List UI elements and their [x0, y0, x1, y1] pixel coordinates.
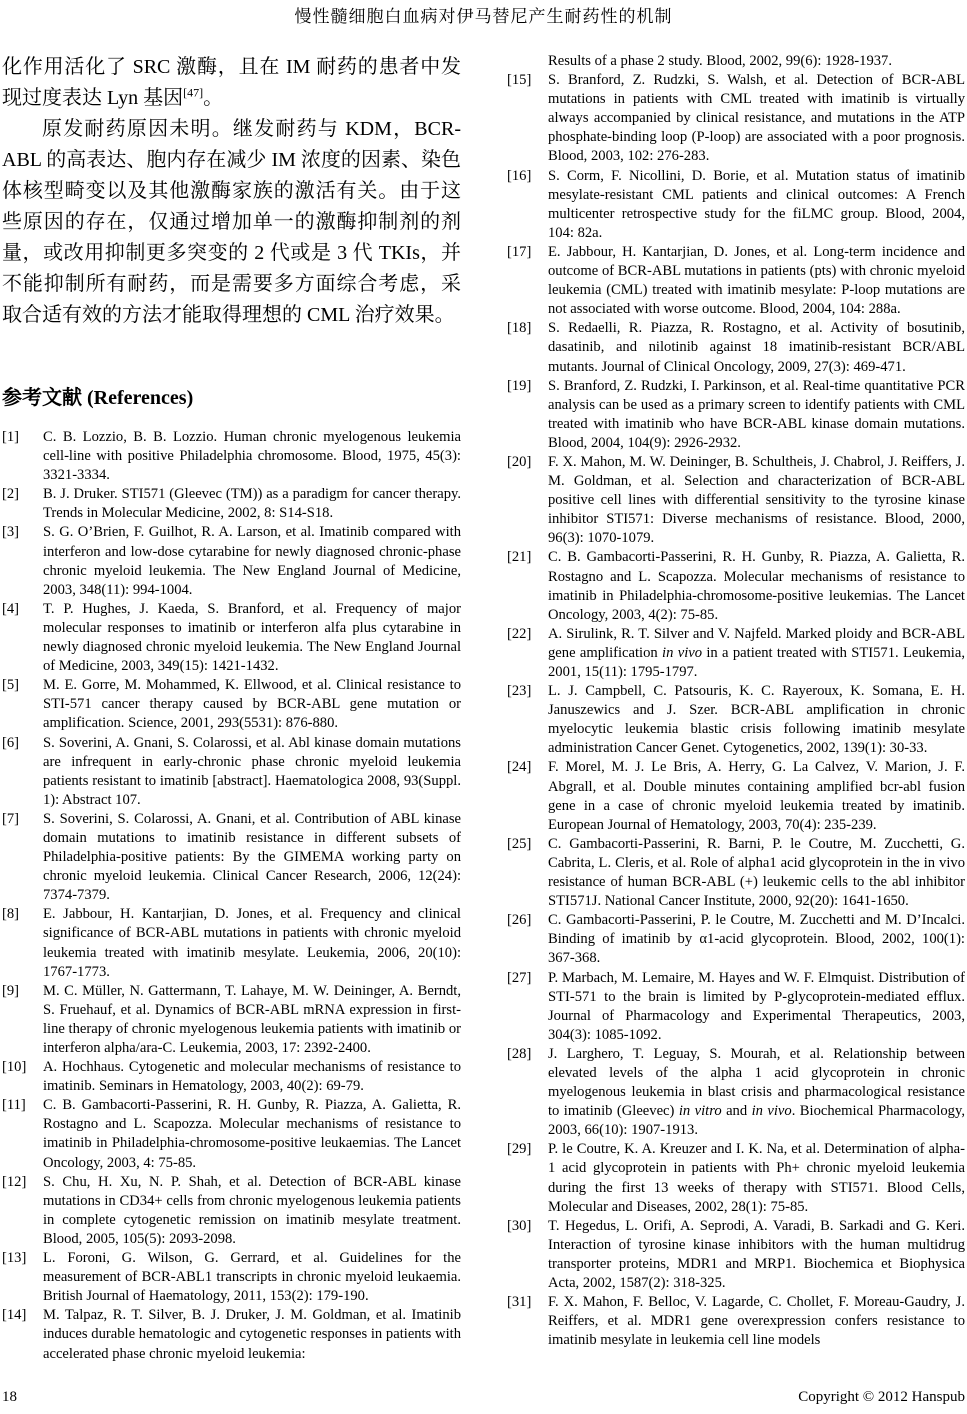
reference-text: F. X. Mahon, F. Belloc, V. Lagarde, C. Chollet, F. Moreau-Gaudry, J. Reiffers, et al. MDR1 gene overexpression confers resistance to imatinib mesylate in leukemia cell line models [548, 1294, 965, 1349]
reference-number: [13] [2, 1250, 27, 1267]
reference-item [507, 835, 965, 911]
reference-text: S. Corm, F. Nicollini, D. Borie, et al. Mutation status of imatinib mesylate-resistant CML patients and clinical outcomes: A French multicenter retrospective study for the fiLMC group. Blood, 2004, 104: 82a. [548, 167, 965, 241]
reference-item [2, 1173, 461, 1249]
reference-number: [20] [507, 453, 532, 470]
left-column [2, 52, 461, 1364]
reference-text: S. Redaelli, R. Piazza, R. Rostagno, et al. Activity of bosutinib, dasatinib, and nilotinib against 18 imatinib-resistant BCR/ABL mutants. Journal of Clinical Oncology, 2009, 27(3): 469-471. [548, 320, 965, 375]
reference-item [507, 682, 965, 758]
reference-text: T. P. Hughes, J. Kaeda, S. Branford, et al. Frequency of major molecular responses to imatinib or interferon alfa plus cytarabine in newly diagnosed chronic myeloid leukemia. The New England Journal of Medicine, 2003, 349(15): 1421-1432. [43, 600, 461, 675]
reference-item [2, 523, 461, 599]
reference-list-left [2, 428, 461, 1364]
reference-number: [24] [507, 759, 532, 776]
reference-item [507, 969, 965, 1045]
reference-item [2, 485, 461, 523]
reference-number: [27] [507, 969, 532, 986]
reference-number: [18] [507, 320, 532, 337]
reference-text: C. B. Gambacorti-Passerini, R. H. Gunby, R. Piazza, A. Galietta, R. Rostagno and L. Scapozza. Molecular mechanisms of resistance to imatinib in Philadelphia-chromosome-positive leukemias. The Lancet Oncology, 2003, 4(2): 75-85. [548, 549, 965, 623]
citation-superscript: [47] [183, 85, 204, 100]
reference-number: [9] [2, 982, 20, 999]
reference-item [2, 428, 461, 485]
page-header-title: 慢性髓细胞白血病对伊马替尼产生耐药性的机制 [294, 7, 673, 26]
reference-number: [11] [2, 1097, 26, 1114]
reference-number: [3] [2, 524, 20, 541]
body-paragraph: 原发耐药原因未明。继发耐药与 KDM，BCR-ABL 的高表达、胞内存在减少 IM 浓度的因素、染色体核型畸变以及其他激酶家族的激活有关。由于这些原因的存在，仅通过增加单一的激酶抑制剂的剂量，或改用抑制更多突变的 2 代或是 3 代 TKIs，并不能抑制所有耐药，而是需要多方面综合考虑，采取合适有效的方法才能取得理想的 CML 治疗效果。 [2, 118, 461, 326]
reference-text: P. le Coutre, K. A. Kreuzer and I. K. Na, et al. Determination of alpha-1 acid glycoprotein in patients with Ph+ chronic myeloid leukemia during the first 13 weeks of therapy with STI571. Blood Cells, Molecular and Diseases, 2002, 28(1): 75-85. [548, 1141, 965, 1215]
reference-item [2, 905, 461, 981]
reference-number: [15] [507, 72, 532, 89]
reference-item [507, 1045, 965, 1140]
reference-number: [4] [2, 600, 20, 617]
reference-text: C. Gambacorti-Passerini, R. Barni, P. le Coutre, M. Zucchetti, G. Cabrita, L. Cleris, et al. Role of alpha1 acid glycoprotein in the in vivo resistance of human BCR-ABL (+) leukemic cells to the abl inhibitor STI571J. National Cancer Institute, 2000, 92(20): 1641-1650. [548, 835, 965, 910]
reference-text: S. Branford, Z. Rudzki, S. Walsh, et al. Detection of BCR-ABL mutations in patients with CML treated with imatinib is virtually always accompanied by clinical resistance, and mutations in the ATP phosphate-binding loop (P-loop) are associated with a poor prognosis. Blood, 2003, 102: 276-283. [548, 72, 965, 165]
reference-number: [16] [507, 167, 532, 184]
reference-text: S. Soverini, S. Colarossi, A. Gnani, et al. Contribution of ABL kinase domain mutations to imatinib resistance in different subsets of Philadelphia-positive patients: By the GIMEMA working party on chronic myeloid leukemia. Clinical Cancer Research, 2006, 12(24): 7374-7379. [43, 810, 461, 904]
reference-number: [14] [2, 1307, 27, 1324]
reference-text: S. G. O’Brien, F. Guilhot, R. A. Larson, et al. Imatinib compared with interferon and low-dose cytarabine for newly diagnosed chronic-phase chronic myeloid leukemia. The New England Journal of Medicine, 2003, 348(11): 994-1004. [43, 524, 461, 598]
reference-item [507, 911, 965, 968]
reference-item [2, 734, 461, 810]
reference-item [507, 1293, 965, 1350]
reference-number: [5] [2, 677, 20, 694]
reference-text: E. Jabbour, H. Kantarjian, D. Jones, et al. Long-term incidence and outcome of BCR-ABL mutations in patients (pts) with chronic myeloid leukemia (CML) treated with imatinib mesylate: P-loop mutations are not associated with worse outcome. Blood, 2004, 104: 288a. [548, 243, 965, 318]
reference-number: [12] [2, 1173, 27, 1190]
right-column [507, 52, 965, 1364]
paragraph-text: 化作用活化了 SRC 激酶，且在 IM 耐药的患者中发现过度表达 Lyn 基因 [2, 56, 461, 109]
reference-item [507, 548, 965, 624]
page-number: 18 [2, 1389, 17, 1405]
reference-number: [23] [507, 683, 532, 700]
reference-item [507, 453, 965, 548]
reference-text: S. Branford, Z. Rudzki, I. Parkinson, et al. Real-time quantitative PCR analysis can be used as a primary screen to identify patients with CML treated with imatinib who have BCR-ABL kinase domain mutations. Blood, 2004, 104(9): 2926-2932. [548, 377, 965, 451]
reference-item [507, 319, 965, 376]
reference-text: P. Marbach, M. Lemaire, M. Hayes and W. F. Elmquist. Distribution of STI-571 to the brain is limited by P-glycoprotein-mediated efflux. Journal of Pharmacology and Experimental Therapeutics, 2003, 304(3): 1085-1092. [548, 969, 965, 1043]
references-heading: 参考文献 (References) [2, 387, 194, 409]
reference-number: [28] [507, 1045, 532, 1062]
reference-item [507, 167, 965, 243]
reference-text: S. Chu, H. Xu, N. P. Shah, et al. Detection of BCR-ABL kinase mutations in CD34+ cells from chronic myelogenous leukemia patients in complete cytogenetic remission on imatinib mesylate treatment. Blood, 2005, 105(5): 2093-2098. [43, 1173, 461, 1247]
reference-item [507, 625, 965, 682]
reference-item [2, 982, 461, 1058]
reference-item [2, 1306, 461, 1363]
reference-number: [26] [507, 912, 532, 929]
reference-number: [22] [507, 625, 532, 642]
body-paragraph-continuation [2, 52, 461, 114]
reference-item [2, 676, 461, 733]
reference-number: [31] [507, 1294, 532, 1311]
reference-text: A. Hochhaus. Cytogenetic and molecular mechanisms of resistance to imatinib. Seminars in Hematology, 2003, 40(2): 69-79. [43, 1059, 461, 1095]
reference-number: [19] [507, 377, 532, 394]
reference-number: [6] [2, 734, 20, 751]
reference-item [507, 1140, 965, 1216]
reference-number: [1] [2, 429, 20, 445]
reference-number: [21] [507, 549, 532, 566]
reference-item [507, 243, 965, 319]
reference-item [507, 758, 965, 834]
reference-text: J. Larghero, T. Leguay, S. Mourah, et al. Relationship between elevated levels of the alpha 1 acid glycoprotein in chronic myelogenous leukemia in blast crisis and pharmacological resistance to imatinib (Gleevec) in vitro and in vivo. Biochemical Pharmacology, 2003, 66(10): 1907-1913. [548, 1045, 965, 1139]
reference-number: [25] [507, 835, 532, 852]
reference-text: M. E. Gorre, M. Mohammed, K. Ellwood, et al. Clinical resistance to STI-571 cancer therapy caused by BCR-ABL gene mutation or amplification. Science, 2001, 293(5531): 876-880. [43, 677, 461, 732]
reference-text: L. Foroni, G. Wilson, G. Gerrard, et al. Guidelines for the measurement of BCR-ABL1 transcripts in chronic myeloid leukaemia. British Journal of Haematology, 2011, 153(2): 179-190. [43, 1250, 461, 1305]
reference-number: [17] [507, 243, 532, 260]
reference-number: [2] [2, 486, 20, 503]
reference-item [2, 1096, 461, 1172]
reference-text: F. Morel, M. J. Le Bris, A. Herry, G. La Calvez, V. Marion, J. F. Abgrall, et al. Double minutes containing amplified bcr-abl fusion gene in a case of chronic myeloid leukemia treated by imatinib. European Journal of Hematology, 2003, 70(4): 235-239. [548, 759, 965, 833]
reference-number: [29] [507, 1141, 532, 1158]
reference-item [2, 1058, 461, 1096]
reference-continuation-text: Results of a phase 2 study. Blood, 2002, 99(6): 1928-1937. [548, 53, 893, 69]
reference-item [507, 377, 965, 453]
reference-text: B. J. Druker. STI571 (Gleevec (TM)) as a paradigm for cancer therapy. Trends in Molecular Medicine, 2002, 8: S14-S18. [43, 486, 461, 522]
reference-text: M. Talpaz, R. T. Silver, B. J. Druker, J. M. Goldman, et al. Imatinib induces durable hematologic and cytogenetic responses in patients with accelerated phase chronic myeloid leukemia: [43, 1307, 461, 1362]
reference-item [2, 600, 461, 676]
reference-text: E. Jabbour, H. Kantarjian, D. Jones, et al. Frequency and clinical significance of BCR-ABL mutations in patients with chronic myeloid leukemia treated with imatinib mesylate. Leukemia, 2006, 20(10): 1767-1773. [43, 906, 461, 980]
reference-number: [30] [507, 1217, 532, 1234]
reference-text: T. Hegedus, L. Orifi, A. Seprodi, A. Varadi, B. Sarkadi and G. Keri. Interaction of tyrosine kinase inhibitors with the human multidrug transporter proteins, MDR1 and MRP1. Biochemica et Biophysica Acta, 2002, 1587(2): 318-325. [548, 1217, 965, 1291]
reference-text: F. X. Mahon, M. W. Deininger, B. Schultheis, J. Chabrol, J. Reiffers, J. M. Goldman, et al. Selection and characterization of BCR-ABL positive cell lines with differential sensitivity to the tyrosine kinase inhibitor STI571: Diverse mechanisms of resistance. Blood, 2000, 96(3): 1070-1079. [548, 453, 965, 547]
reference-item [507, 1217, 965, 1293]
reference-text: C. Gambacorti-Passerini, P. le Coutre, M. Zucchetti and M. D’Incalci. Binding of imatinib by α1-acid glycoprotein. Blood, 2002, 100(1): 367-368. [548, 912, 965, 967]
reference-text: M. C. Müller, N. Gattermann, T. Lahaye, M. W. Deininger, A. Berndt, S. Fruehauf, et al. Dynamics of BCR-ABL mRNA expression in first-line therapy of chronic myelogenous leukemia patients with imatinib or interferon alpha/ara-C. Leukemia, 2003, 17: 2392-2400. [43, 982, 461, 1056]
reference-number: [7] [2, 810, 20, 827]
reference-text: A. Sirulink, R. T. Silver and V. Najfeld. Marked ploidy and BCR-ABL gene amplification in vivo in a patient treated with STI571. Leukemia, 2001, 15(11): 1795-1797. [548, 625, 965, 680]
reference-number: [8] [2, 906, 20, 923]
reference-item [507, 71, 965, 166]
two-column-body [0, 52, 967, 1364]
reference-number: [10] [2, 1059, 27, 1076]
reference-text: C. B. Lozzio, B. B. Lozzio. Human chronic myelogenous leukemia cell-line with positive Philadelphia chromosome. Blood, 1975, 45(3): 3321-3334. [43, 429, 461, 484]
reference-text: S. Soverini, A. Gnani, S. Colarossi, et al. Abl kinase domain mutations are infrequent in early-chronic phase chronic myeloid leukemia patients resistant to imatinib [abstract]. Haematologica 2008, 93(Suppl. 1): Abstract 107. [43, 734, 461, 808]
reference-item [2, 810, 461, 905]
paragraph-period: 。 [203, 87, 224, 109]
page-footer [2, 1389, 965, 1406]
reference-text: C. B. Gambacorti-Passerini, R. H. Gunby, R. Piazza, A. Galietta, R. Rostagno and L. Scapozza. Molecular mechanisms of resistance to imatinib in Philadelphia-chromosome-positive leukaemias. The Lancet Oncology, 2003, 4: 75-85. [43, 1097, 461, 1171]
reference-item [2, 1249, 461, 1306]
reference-list-right [507, 71, 965, 1350]
reference-text: L. J. Campbell, C. Patsouris, K. C. Rayeroux, K. Somana, E. H. Januszewics and J. Szer. BCR-ABL amplification in chronic myelocytic leukemia blastic crisis following imatinib mesylate administration Cancer Genet. Cytogenetics, 2002, 139(1): 30-33. [548, 683, 965, 757]
copyright-notice: Copyright © 2012 Hanspub [798, 1389, 965, 1405]
